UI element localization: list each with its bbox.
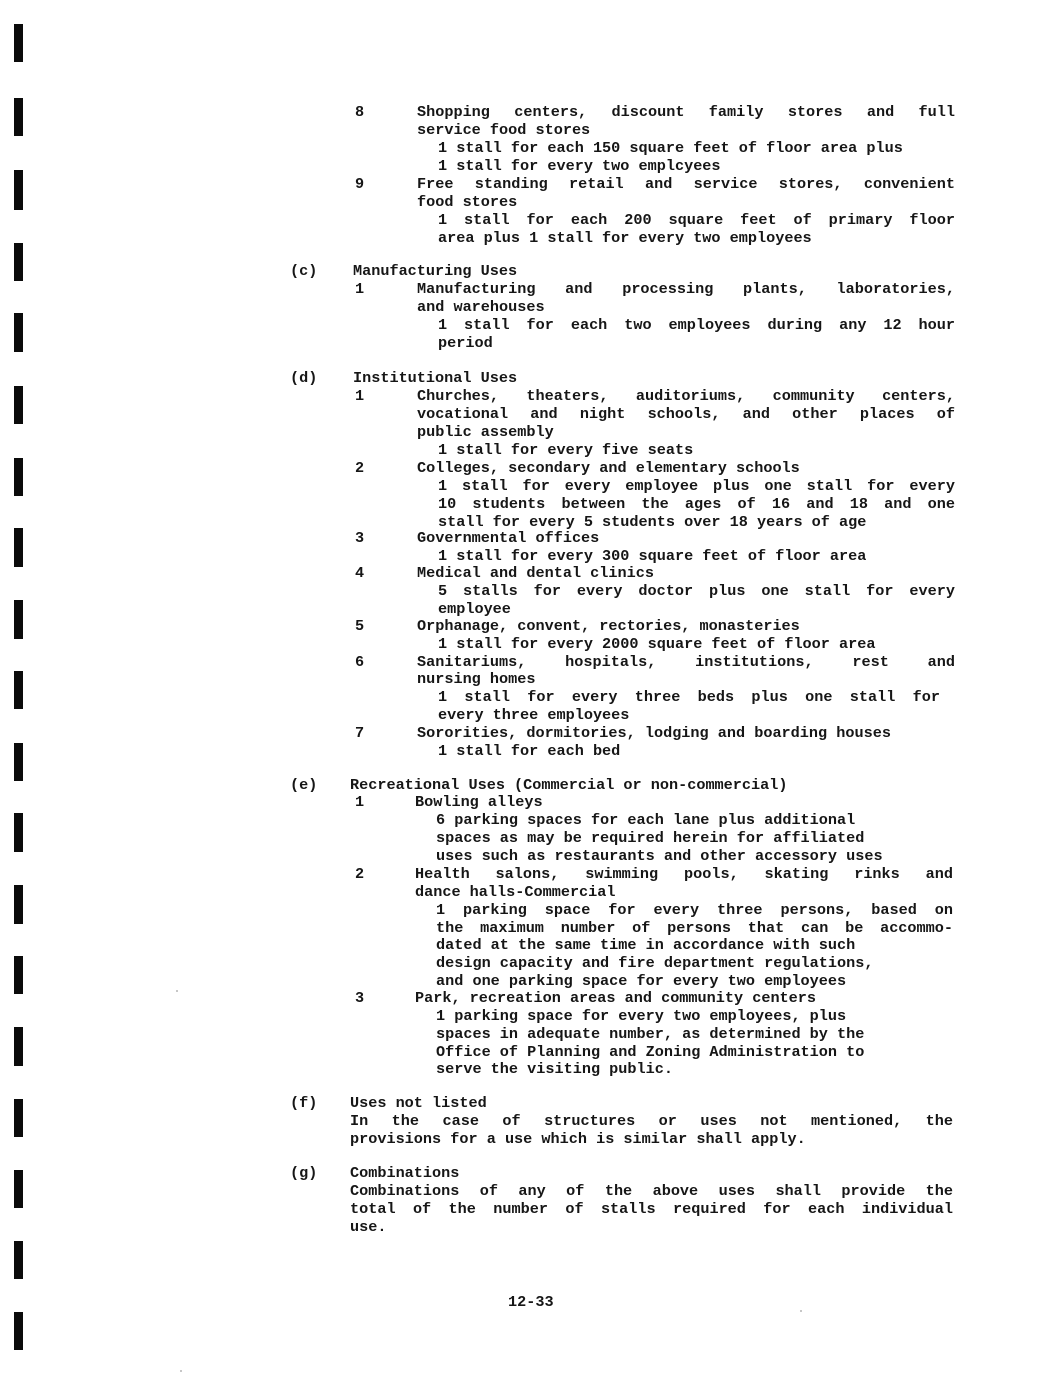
item-title: Bowling alleys <box>415 793 543 811</box>
section-paragraph: provisions for a use which is similar shall apply. <box>350 1130 806 1148</box>
scan-speck <box>180 1370 182 1372</box>
item-requirement: 1 stall for every five seats <box>438 441 694 459</box>
page-number: 12-33 <box>508 1293 554 1311</box>
item-number: 1 <box>355 793 365 811</box>
section-label: (c) <box>290 262 318 280</box>
item-requirement: 1 stall for every 2000 square feet of floor area <box>438 635 876 653</box>
scan-speck <box>176 990 178 992</box>
item-title: Shopping centers, discount family stores and full <box>417 103 955 121</box>
item-requirement: design capacity and fire department regulations, <box>436 954 874 972</box>
item-requirement: stall for every 5 students over 18 years of age <box>438 513 867 531</box>
item-title: nursing homes <box>417 670 536 688</box>
item-title: Park, recreation areas and community centers <box>415 989 817 1007</box>
item-requirement: area plus 1 stall for every two employees <box>438 229 812 247</box>
item-requirement: 1 stall for each 200 square feet of primary floor <box>438 211 955 229</box>
item-requirement: and one parking space for every two employees <box>436 972 847 990</box>
item-requirement: 1 stall for each bed <box>438 742 621 760</box>
scan-speck <box>800 1310 802 1312</box>
item-number: 6 <box>355 653 365 671</box>
item-requirement: 1 parking space for every three persons, based on <box>436 901 953 919</box>
item-title: public assembly <box>417 423 554 441</box>
section-heading: Uses not listed <box>350 1094 487 1112</box>
section-heading: Recreational Uses (Commercial or non-commercial) <box>350 776 788 794</box>
section-label: (f) <box>290 1094 318 1112</box>
binding-hole <box>14 956 23 994</box>
binding-hole <box>14 386 23 424</box>
item-number: 3 <box>355 529 365 547</box>
binding-hole <box>14 1170 23 1208</box>
section-paragraph: Combinations of any of the above uses shall provide the <box>350 1182 953 1200</box>
item-title: vocational and night schools, and other places of <box>417 405 955 423</box>
binding-hole <box>14 600 23 639</box>
item-requirement: period <box>438 334 493 352</box>
item-number: 4 <box>355 564 365 582</box>
item-number: 1 <box>355 387 365 405</box>
section-heading: Manufacturing Uses <box>353 262 518 280</box>
item-requirement: 1 stall for every three beds plus one stall for <box>438 688 940 706</box>
item-requirement: spaces in adequate number, as determined by the <box>436 1025 865 1043</box>
item-requirement: dated at the same time in accordance with such <box>436 936 856 954</box>
binding-hole <box>14 98 23 136</box>
item-number: 2 <box>355 865 365 883</box>
item-title: dance halls-Commercial <box>415 883 616 901</box>
item-requirement: 1 parking space for every two employees, plus <box>436 1007 847 1025</box>
item-requirement: 10 students between the ages of 16 and 18 and one <box>438 495 955 513</box>
item-title: food stores <box>417 193 518 211</box>
item-requirement: serve the visiting public. <box>436 1060 673 1078</box>
binding-hole <box>14 1099 23 1137</box>
item-title: Free standing retail and service stores, convenient <box>417 175 955 193</box>
binding-hole <box>14 170 23 210</box>
item-title: service food stores <box>417 121 591 139</box>
item-title: Sanitariums, hospitals, institutions, rest and <box>417 653 955 671</box>
item-title: Medical and dental clinics <box>417 564 654 582</box>
item-requirement: every three employees <box>438 706 630 724</box>
binding-hole <box>14 528 23 567</box>
item-title: Churches, theaters, auditoriums, community centers, <box>417 387 955 405</box>
item-requirement: 1 stall for each two employees during any 12 hour <box>438 316 955 334</box>
item-number: 9 <box>355 175 365 193</box>
section-paragraph: total of the number of stalls required for each individual <box>350 1200 953 1218</box>
binding-hole <box>14 1312 23 1350</box>
binding-hole <box>14 1027 23 1066</box>
item-requirement: 1 stall for each 150 square feet of floor area plus <box>438 139 903 157</box>
section-heading: Combinations <box>350 1164 460 1182</box>
item-requirement: 6 parking spaces for each lane plus additional <box>436 811 856 829</box>
binding-hole <box>14 1241 23 1279</box>
item-requirement: Office of Planning and Zoning Administration to <box>436 1043 865 1061</box>
item-requirement: uses such as restaurants and other accessory uses <box>436 847 883 865</box>
item-title: Manufacturing and processing plants, laboratories, <box>417 280 955 298</box>
item-title: Orphanage, convent, rectories, monasteries <box>417 617 800 635</box>
item-requirement: the maximum number of persons that can be accommo- <box>436 919 953 937</box>
binding-hole <box>14 458 23 496</box>
binding-hole <box>14 671 23 709</box>
item-requirement: employee <box>438 600 511 618</box>
item-requirement: spaces as may be required herein for affiliated <box>436 829 865 847</box>
item-number: 8 <box>355 103 365 121</box>
binding-hole <box>14 743 23 781</box>
item-number: 3 <box>355 989 365 1007</box>
section-label: (d) <box>290 369 318 387</box>
binding-hole <box>14 243 23 281</box>
item-title: and warehouses <box>417 298 545 316</box>
item-requirement: 1 stall for every 300 square feet of floor area <box>438 547 867 565</box>
item-title: Health salons, swimming pools, skating rinks and <box>415 865 953 883</box>
section-label: (e) <box>290 776 318 794</box>
binding-holes <box>14 0 26 1380</box>
item-title: Colleges, secondary and elementary schools <box>417 459 800 477</box>
item-number: 7 <box>355 724 365 742</box>
section-paragraph: In the case of structures or uses not mentioned, the <box>350 1112 953 1130</box>
binding-hole <box>14 24 23 62</box>
section-heading: Institutional Uses <box>353 369 518 387</box>
item-title: Sororities, dormitories, lodging and boarding houses <box>417 724 891 742</box>
section-paragraph: use. <box>350 1218 387 1236</box>
item-title: Governmental offices <box>417 529 600 547</box>
item-requirement: 1 stall for every employee plus one stall for every <box>438 477 955 495</box>
item-number: 5 <box>355 617 365 635</box>
binding-hole <box>14 313 23 352</box>
binding-hole <box>14 813 23 852</box>
item-number: 2 <box>355 459 365 477</box>
item-requirement: 1 stall for every two emplcyees <box>438 157 721 175</box>
binding-hole <box>14 885 23 924</box>
item-requirement: 5 stalls for every doctor plus one stall for every <box>438 582 955 600</box>
item-number: 1 <box>355 280 365 298</box>
section-label: (g) <box>290 1164 318 1182</box>
